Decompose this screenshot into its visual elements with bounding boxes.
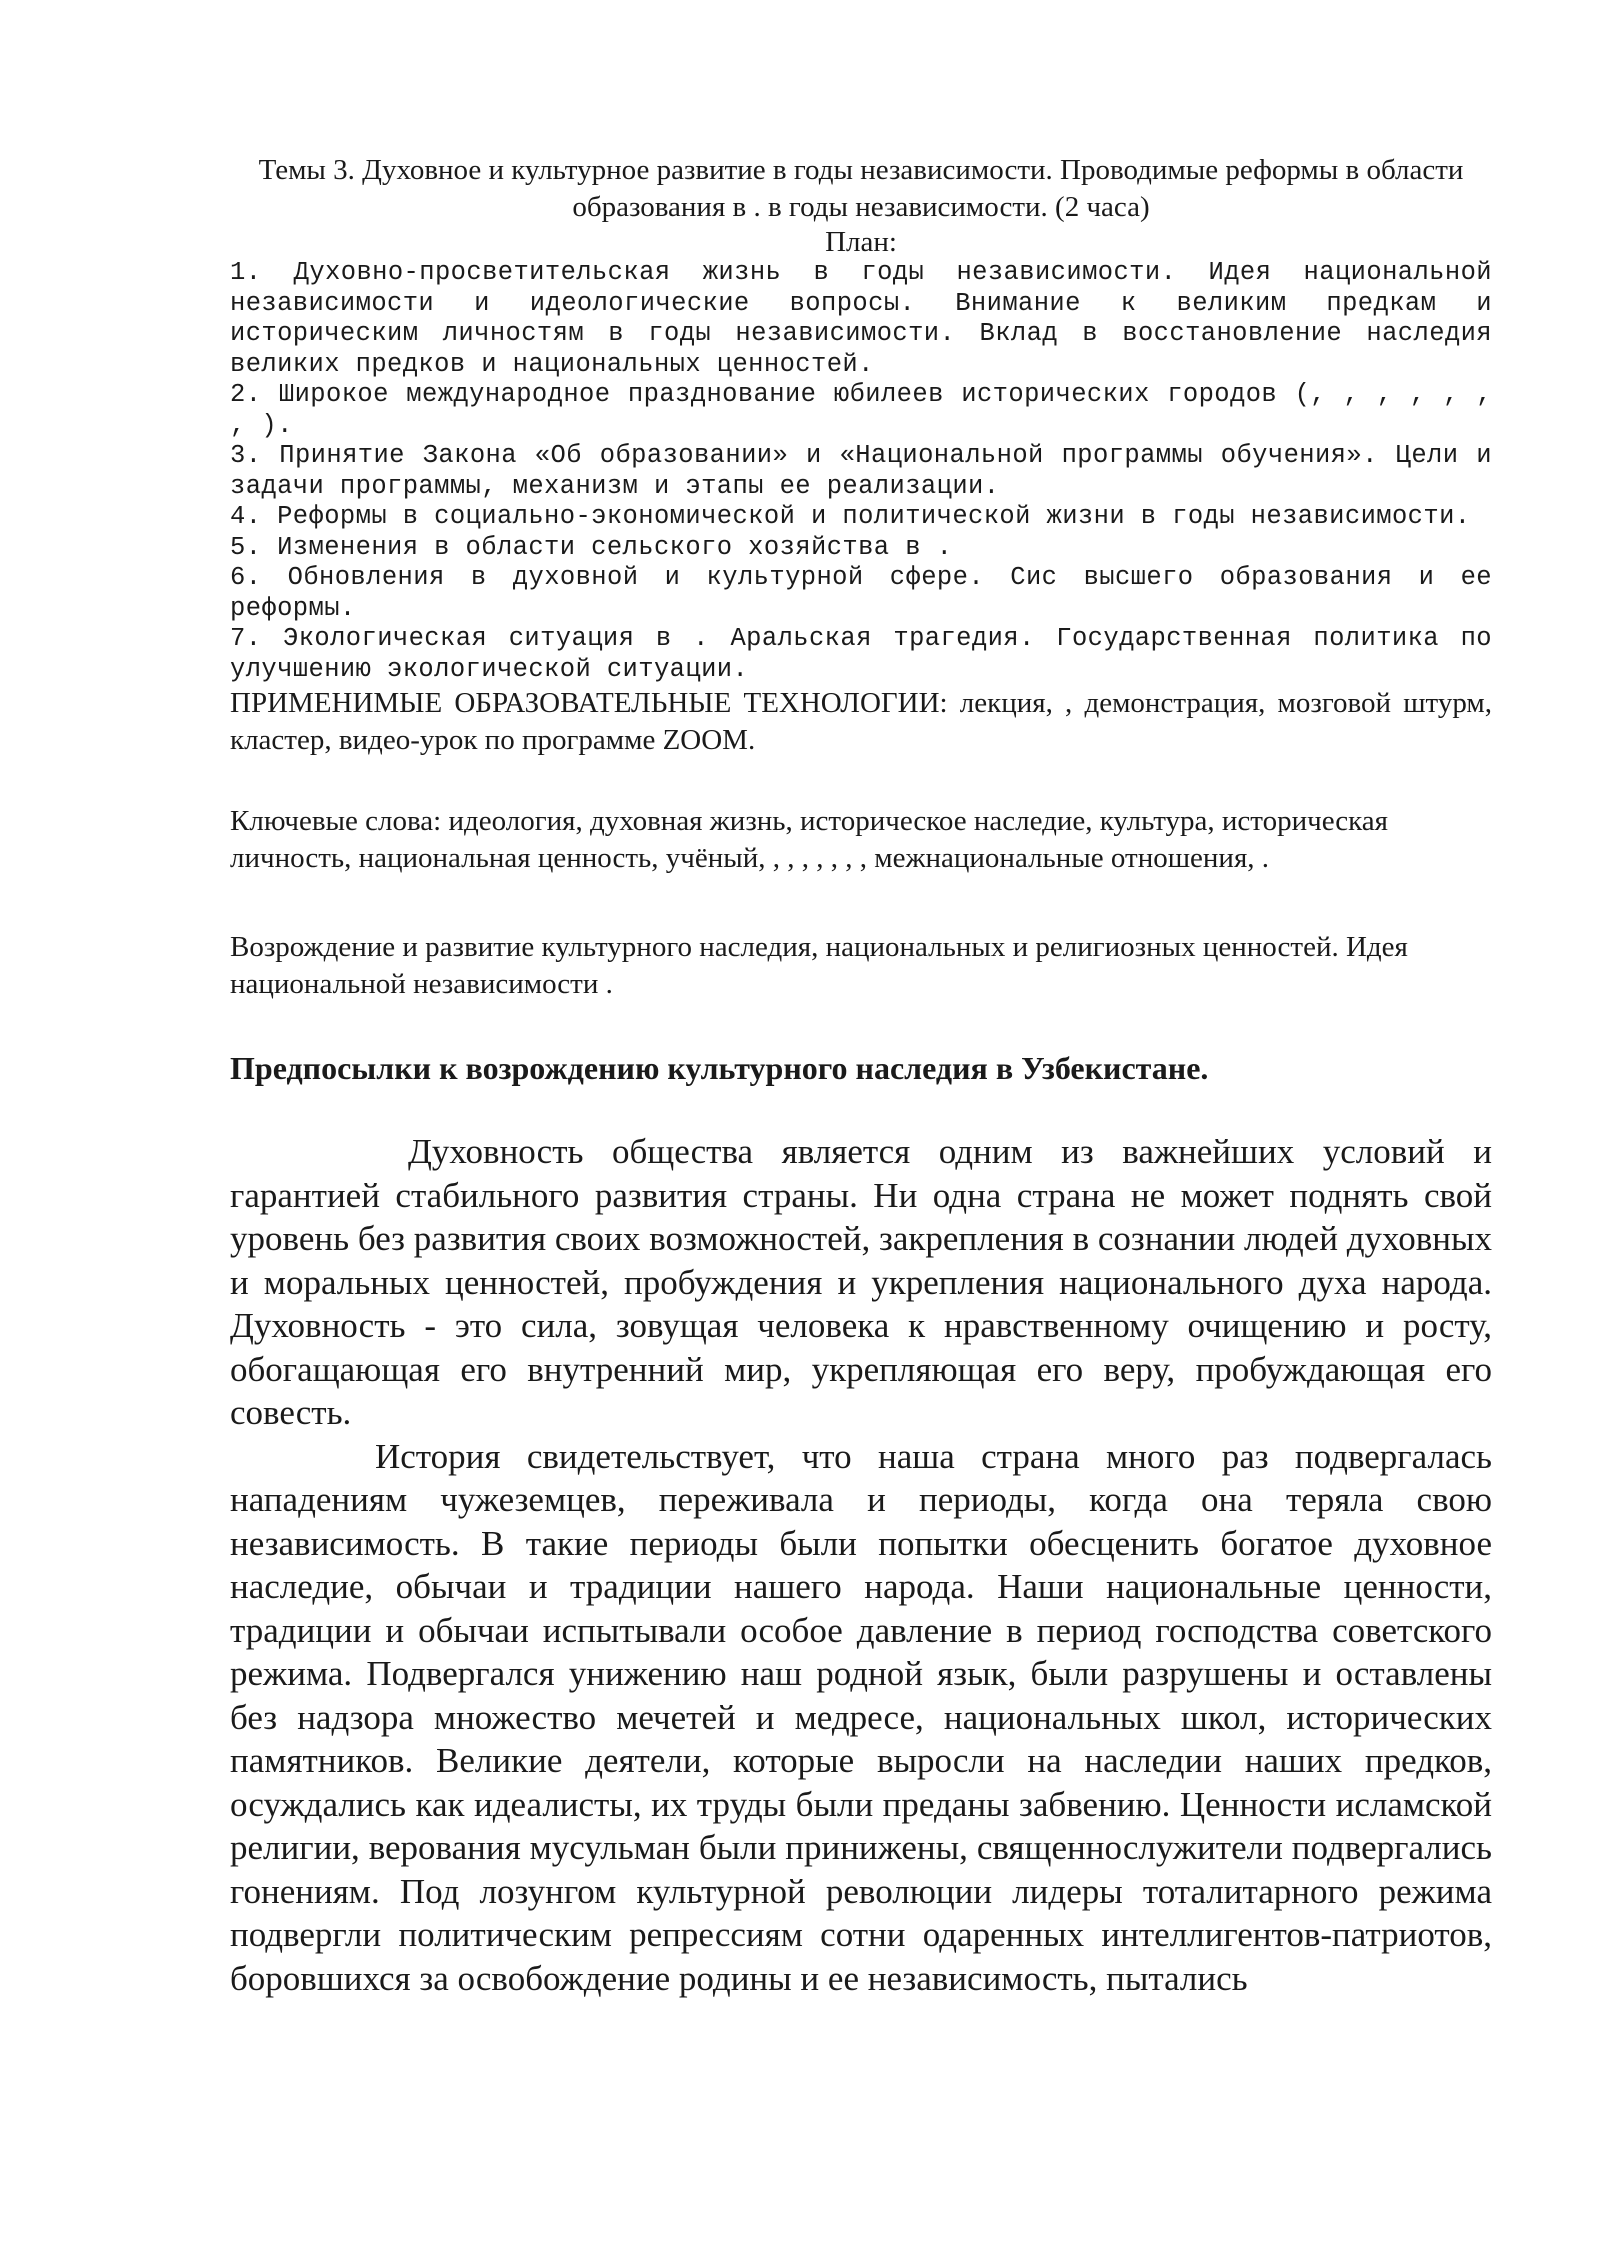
- document-title: Темы 3. Духовное и культурное развитие в годы независимости. Проводимые реформы в области образования в . в годы независимости. (2 часа): [258, 154, 1464, 223]
- plan-item-2: 2. Широкое международное празднование юбилеев исторических городов (, , , , , , , ).: [230, 380, 1492, 440]
- body-paragraph: История свидетельствует, что наша страна много раз подвергалась нападениям чужеземцев, переживала и периоды, когда она теряла свою независимость. В такие периоды были попытки обесценить богатое духовное наследие, обычаи и традиции нашего народа. Наши национальные ценности, традиции и обычаи испытывали особое давление в период господства советского режима. Подвергался унижению наш родной язык, были разрушены и оставлены без надзора множество мечетей и медресе, национальных школ, исторических памятников. Великие деятели, которые выросли на наследии наших предков, осуждались как идеалисты, их труды были преданы забвению. Ценности исламской религии, верования мусульман были принижены, священнослужители подвергались гонениям. Под лозунгом культурной революции лидеры тоталитарного режима подвергли политическим репрессиям сотни одаренных интеллигентов-патриотов, боровшихся за освобождение родины и ее независимость, пытались: [230, 1436, 1492, 1998]
- plan-item-5: 5. Изменения в области сельского хозяйства в .: [230, 532, 953, 562]
- plan-heading: План:: [825, 226, 897, 258]
- plan-item-4: 4. Реформы в социально-экономической и политической жизни в годы независимости.: [230, 502, 1471, 531]
- plan-item-1: 1. Духовно-просветительская жизнь в годы независимости. Идея национальной независимости и идеологические вопросы. Внимание к великим предкам и историческим личностям в годы независимости. Вклад в восстановление наследия великих предков и национальных ценностей.: [230, 258, 1492, 379]
- body-paragraph: Духовность общества является одним из важнейших условий и гарантией стабильного развития страны. Ни одна страна не может поднять свой уровень без развития своих возможностей, закрепления в сознании людей духовных и моральных ценностей, пробуждения и укрепления национального духа народа. Духовность - это сила, зовущая человека к нравственному очищению и росту, обогащающая его внутренний мир, укрепляющая его веру, пробуждающая его совесть.: [230, 1132, 1492, 1432]
- plan-item-3: 3. Принятие Закона «Об образовании» и «Национальной программы обучения». Цели и задачи программы, механизм и этапы ее реализации.: [230, 441, 1492, 501]
- revival-paragraph: Возрождение и развитие культурного наследия, национальных и религиозных ценностей. Идея национальной независимости .: [230, 931, 1408, 1000]
- document-page: [230, 152, 1492, 2000]
- plan-list: [230, 258, 1492, 685]
- plan-item-7: 7. Экологическая ситуация в . Аральская трагедия. Государственная политика по улучшению экологической ситуации.: [230, 624, 1492, 684]
- technologies-paragraph: ПРИМЕНИМЫЕ ОБРАЗОВАТЕЛЬНЫЕ ТЕХНОЛОГИИ: лекция, , демонстрация, мозговой штурм, кластер, видео-урок по программе ZOOM.: [230, 687, 1492, 756]
- keywords-paragraph: Ключевые слова: идеология, духовная жизнь, историческое наследие, культура, историческая личность, национальная ценность, учёный, , , , , , , , межнациональные отношения, .: [230, 805, 1389, 874]
- section-heading: Предпосылки к возрождению культурного наследия в Узбекистане.: [230, 1050, 1209, 1086]
- plan-item-6: 6. Обновления в духовной и культурной сфере. Сис высшего образования и ее реформы.: [230, 563, 1492, 623]
